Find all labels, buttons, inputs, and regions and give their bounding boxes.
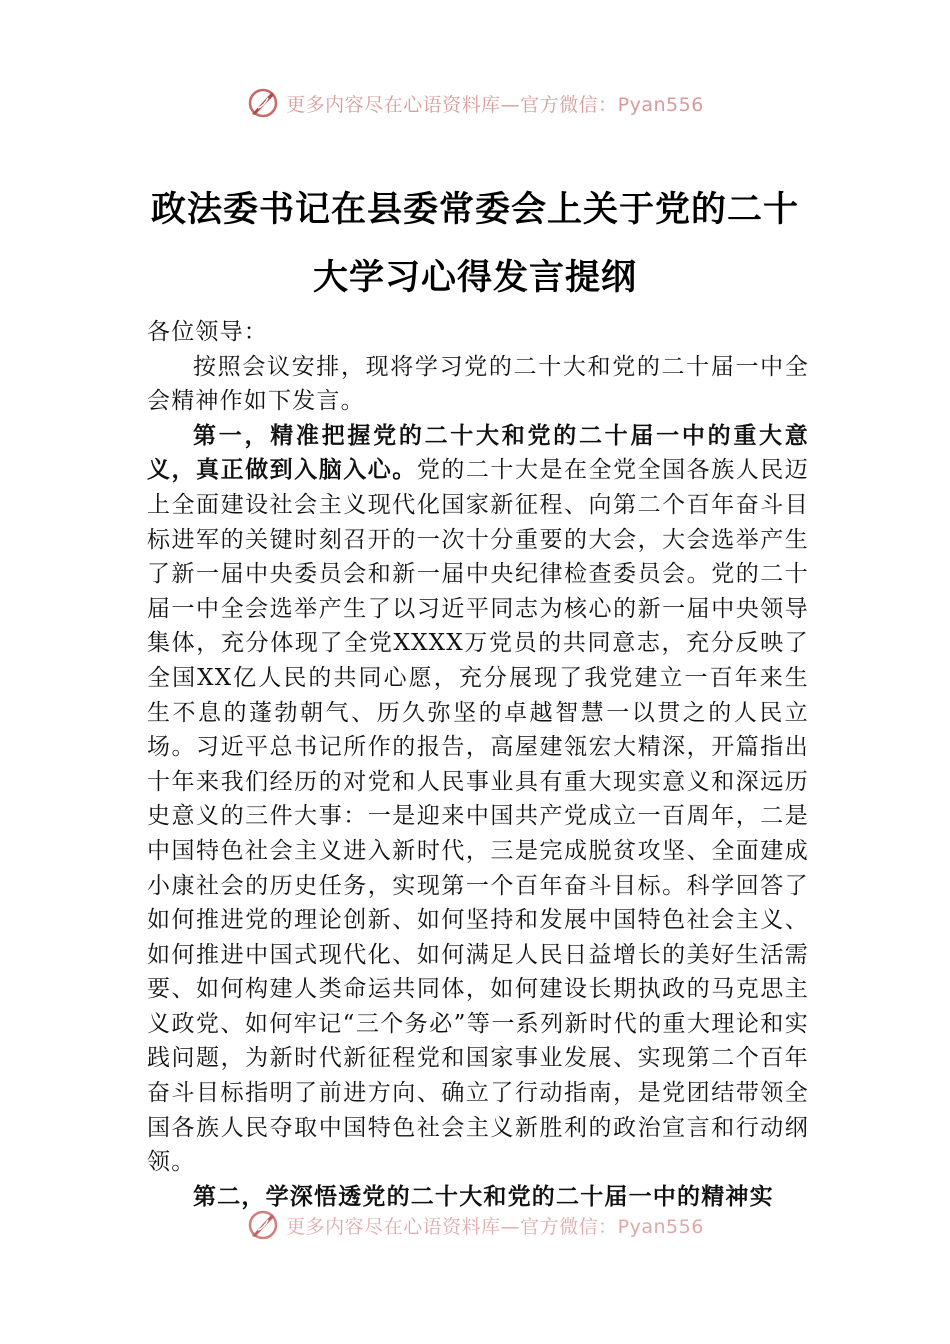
salutation: 各位领导： (147, 319, 268, 345)
quill-pen-circle-icon (246, 1208, 280, 1242)
watermark-text: 更多内容尽在心语资料库—官方微信：Pyan556 (286, 1215, 704, 1238)
section-1-body: 党的二十大是在全党全国各族人民迈上全面建设社会主义现代化国家新征程、向第二个百年奋斗目标进军的关键时刻召开的一次十分重要的大会，大会选举产生了新一届中央委员会和新一届中央纪律检查委员会。党的二十届一中全会选举产生了以习近平同志为核心的新一届中央领导集体，充分体现了全党XXXX万党员的共同意志，充分反映了全国XX亿人民的共同心愿，充分展现了我党建立一百年来生生不息的蓬勃朝气、历久弥坚的卓越智慧一以贯之的人民立场。习近平总书记所作的报告，高屋建瓴宏大精深，开篇指出十年来我们经历的对党和人民事业具有重大现实意义和深远历史意义的三件大事：一是迎来中国共产党成立一百周年，二是中国特色社会主义进入新时代，三是完成脱贫攻坚、全面建成小康社会的历史任务，实现第一个百年奋斗目标。科学回答了如何推进党的理论创新、如何坚持和发展中国特色社会主义、如何推进中国式现代化、如何满足人民日益增长的美好生活需要、如何构建人类命运共同体，如何建设长期执政的马克思主义政党、如何牢记“三个务必”等一系列新时代的重大理论和实践问题，为新时代新征程党和国家事业发展、实现第二个百年奋斗目标指明了前进方向、确立了行动指南，是党团结带领全国各族人民夺取中国特色社会主义新胜利的政治宣言和行动纲领。 (147, 457, 809, 1176)
watermark-text: 更多内容尽在心语资料库—官方微信：Pyan556 (286, 93, 704, 116)
section-1-heading: 第一，精准把握党的二十大和党的二十届一中的重大意义，真正做到入脑入心。 (147, 421, 809, 484)
quill-pen-circle-icon (246, 86, 280, 120)
watermark-footer (0, 1208, 950, 1242)
document-title-line-1: 政法委书记在县委常委会上关于党的二十 (150, 189, 799, 230)
document-body (147, 315, 809, 1215)
document-title-line-2: 大学习心得发言提纲 (312, 257, 637, 298)
section-2-heading: 第二，学深悟透党的二十大和党的二十届一中的精神实 (193, 1182, 774, 1210)
intro-paragraph: 按照会议安排，现将学习党的二十大和党的二十届一中全会精神作如下发言。 (147, 353, 809, 415)
watermark-header (0, 86, 950, 120)
section-1-paragraph (147, 419, 809, 1180)
